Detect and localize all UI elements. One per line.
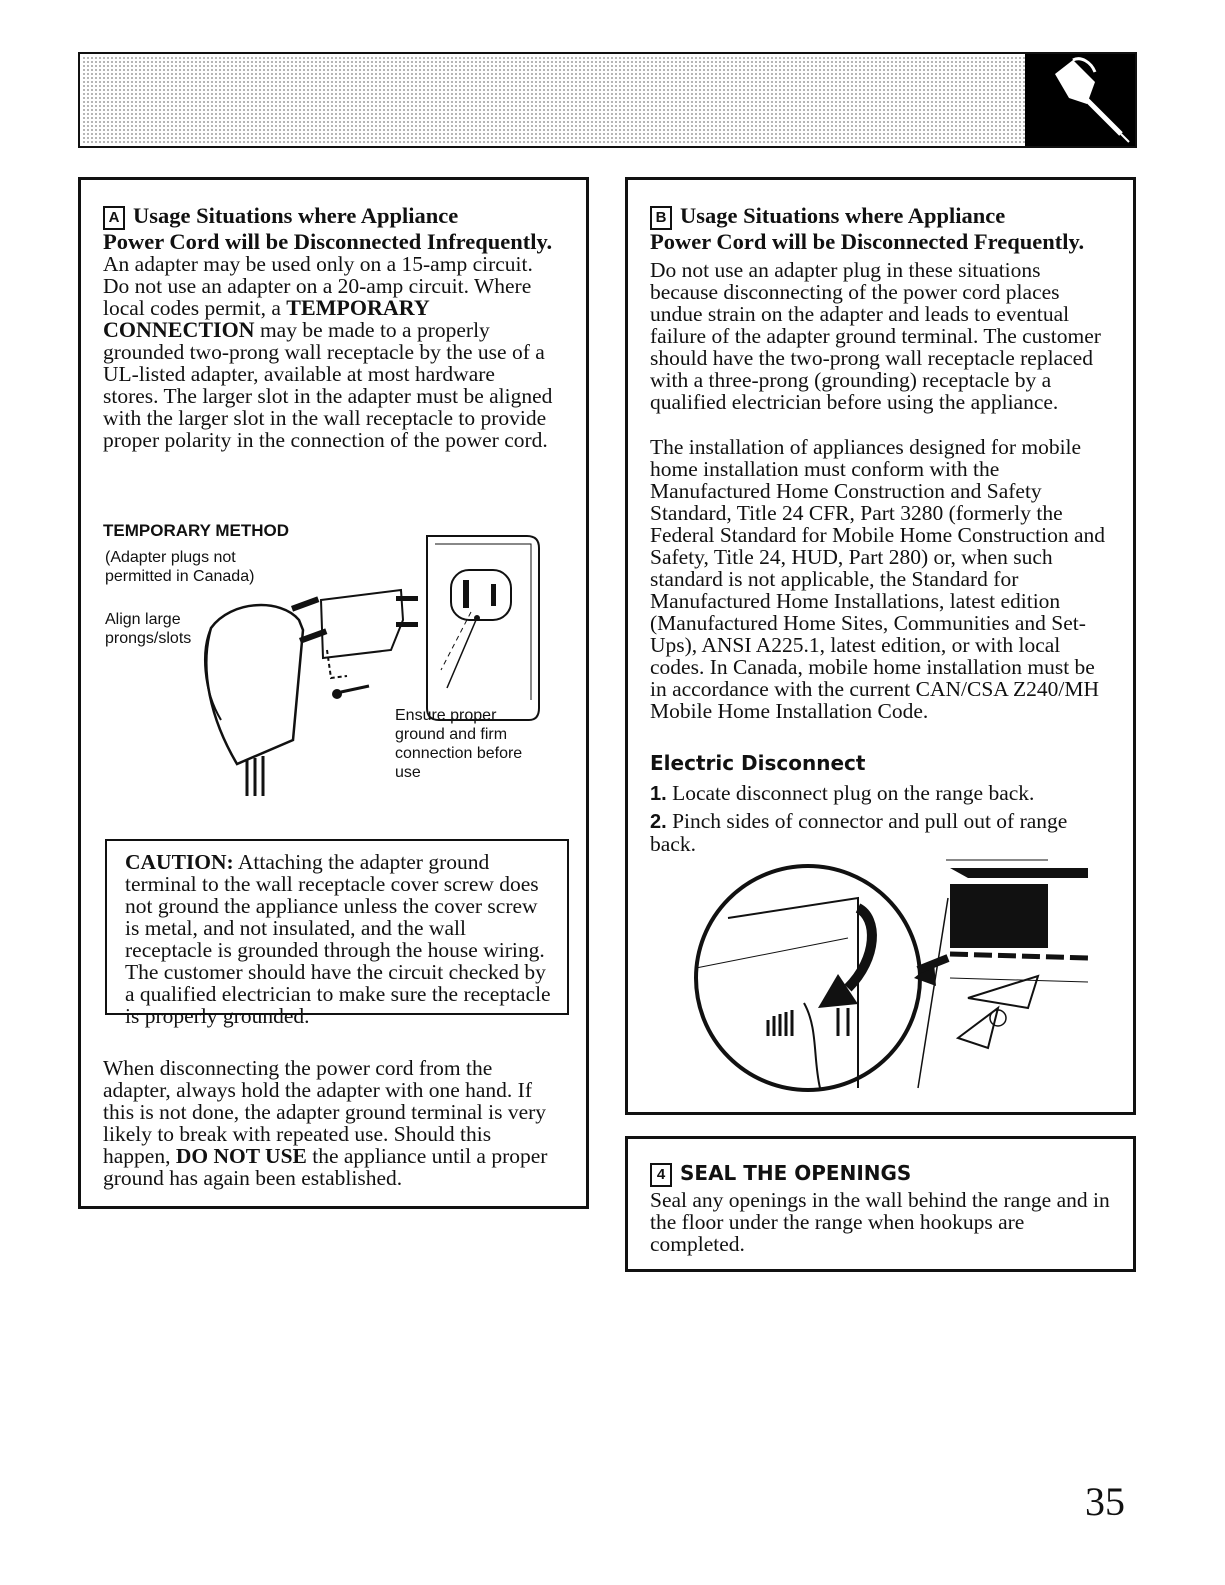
section-b-title-2: Power Cord will be Disconnected Frequently.	[650, 229, 1085, 254]
section-b-box	[625, 177, 1136, 1115]
section-b-title-1: Usage Situations where Appliance	[680, 203, 1006, 228]
ensure-label: Ensure proper ground and firm connection before use	[395, 707, 523, 781]
section-a-paragraph-2	[103, 1057, 563, 1189]
para1-text: An adapter may be used only on a 15-amp circuit. Do not use an adapter on a 20-amp circuit. Where local codes permit, a	[103, 252, 533, 320]
caution-text: Attaching the adapter ground terminal to the wall receptacle cover screw does not ground the appliance unless the cover screw is metal, and not insulated, and the wall receptacle is grounded through the house wiring. The customer should have the circuit checked by a qualified electrician to make sure the receptacle is properly grounded.	[125, 850, 551, 1028]
step-1-text: Locate disconnect plug on the range back.	[672, 781, 1035, 805]
para1-text-cont: may be made to a properly grounded two-prong wall receptacle by the use of a UL-listed adapter, available at most hardware stores. The larger slot in the adapter must be aligned with the larger slot in the wall receptacle to provide proper polarity in the connection of the power cord.	[103, 318, 553, 452]
caution-box	[105, 839, 569, 1028]
header-banner	[78, 52, 1137, 148]
section-4-box	[625, 1136, 1136, 1272]
step-2-text: Pinch sides of connector and pull out of range back.	[650, 809, 1068, 856]
section-b-paragraph-2: The installation of appliances designed for mobile home installation must conform with the Manufactured Home Construction and Safety Standard, Title 24 CFR, Part 3280 (formerly the Federal Standard for Mobile Home Construction and Safety, Title 24, HUD, Part 280) or, when such standard is not applicable, the Standard for Manufactured Home Installations, latest edition (Manufactured Home Sites, Communities and Set-Ups), ANSI A225.1, latest edition, or with local codes. In Canada, mobile home installation must be in accordance with the current CAN/CSA Z240/MH Mobile Home Installation Code.	[650, 435, 1105, 723]
electric-disconnect-heading: Electric Disconnect	[650, 751, 866, 775]
section-letter-a: A	[103, 206, 125, 230]
step-2-number: 2.	[650, 811, 667, 833]
section-b-heading	[650, 204, 1120, 254]
section-4-text: Seal any openings in the wall behind the range and in the floor under the range when hookups are completed.	[650, 1188, 1110, 1256]
align-label: Align large prongs/slots	[105, 611, 192, 647]
section-a-heading	[103, 204, 573, 254]
section-letter-b: B	[650, 206, 672, 230]
figure-title: TEMPORARY METHOD	[103, 521, 290, 540]
step-1-number: 1.	[650, 783, 667, 805]
adapter-plug-illustration	[191, 520, 551, 800]
para2-text-cont: the appliance until a proper ground has again been established.	[103, 1144, 548, 1190]
section-a-title-1: Usage Situations where Appliance	[133, 203, 459, 228]
range-disconnect-illustration	[668, 858, 1088, 1093]
section-number-4: 4	[650, 1163, 672, 1187]
step-1	[650, 782, 1110, 805]
section-4-heading	[650, 1161, 911, 1187]
section-a-title-2: Power Cord will be Disconnected Infrequently.	[103, 229, 553, 254]
step-2	[650, 810, 1080, 855]
figure-note: (Adapter plugs not permitted in Canada)	[105, 549, 255, 585]
caution-label: CAUTION:	[125, 850, 234, 874]
banner-pattern	[82, 56, 1025, 144]
section-a-paragraph-1	[103, 253, 555, 451]
do-not-use-term: DO NOT USE	[175, 1144, 307, 1168]
section-4-title: SEAL THE OPENINGS	[680, 1161, 912, 1185]
para2-text: When disconnecting the power cord from the adapter, always hold the adapter with one hand. If this is not done, the adapter ground terminal is very likely to break with repeated use. Should this happen,	[103, 1056, 547, 1168]
temporary-connection-term: TEMPORARY CONNECTION	[103, 295, 429, 342]
hand-screwdriver-icon	[1025, 54, 1135, 146]
page-number: 35	[1085, 1479, 1125, 1524]
section-b-paragraph-1: Do not use an adapter plug in these situations because disconnecting of the power cord places undue strain on the adapter and leads to eventual failure of the adapter ground terminal. The customer should have the two-prong wall receptacle replaced with a three-prong (grounding) receptacle by a qualified electrician before using the appliance.	[650, 258, 1101, 414]
section-a-box	[78, 177, 589, 1209]
